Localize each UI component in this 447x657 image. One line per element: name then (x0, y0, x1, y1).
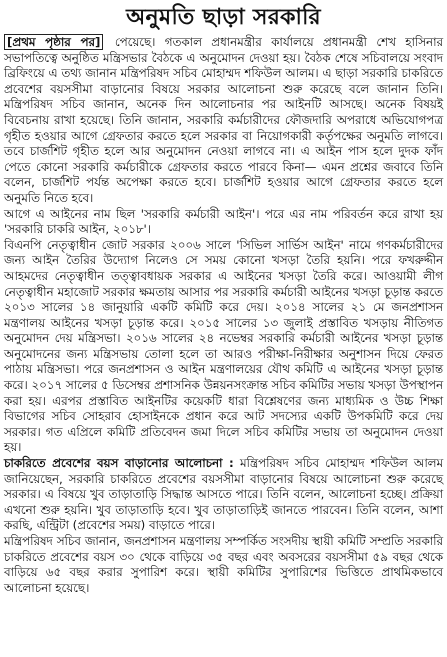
paragraph-1 (4, 35, 443, 207)
paragraph-4-text: মন্ত্রিপরিষদ সচিব মোহাম্মদ শফিউল আলম জানিয়েছেন, সরকারি চাকরিতে প্রবেশের বয়সসীমা বাড়ানোর বিষয়ে আলোচনা শুরু করেছে সরকার। এ বিষয়ে খুব তাড়াতাড়ি সিদ্ধান্ত আসতে পারে। তিনি বলেন, আলোচনা হচ্ছে। প্রক্রিয়া এখনো শুরু হয়নি। খুব তাড়াতাড়ি হবে। খুব তাড়াতাড়িই জানতে পারবেন। তিনি বলেন, আশা করছি, এন্ট্রিটা (প্রবেশের সময়) বাড়াতে পারে। (4, 456, 443, 533)
subheading: চাকরিতে প্রবেশের বয়স বাড়ানোর আলোচনা : (4, 456, 234, 471)
article-body (4, 35, 443, 596)
headline: অনুমতি ছাড়া সরকারি (126, 5, 321, 30)
paragraph-1-text: পেয়েছে। গতকাল প্রধানমন্ত্রীর কার্যালয়ে প্রধানমন্ত্রী শেখ হাসিনার সভাপতিত্বে অনুষ্ঠিত মন্ত্রিসভার বৈঠকে এ অনুমোদন দেওয়া হয়। বৈঠক শেষে সচিবালয়ে সংবাদ ব্রিফিংয়ে এ তথ্য জানান মন্ত্রিপরিষদ সচিব মোহাম্মদ শফিউল আলম। এ ছাড়া সরকারি চাকরিতে প্রবেশের বয়সসীমা বাড়ানোর বিষয়ে সরকার আলোচনা শুরু করেছে বলে জানান তিনি। মন্ত্রিপরিষদ সচিব জানান, অনেক দিন আলোচনার পর আইনটি আসছে। অনেক বিষয়ই বিবেচনায় রাখা হয়েছে। তিনি জানান, সরকারি কর্মচারীদের ফৌজদারি অপরাধে অভিযোগপত্র গৃহীত হওয়ার আগে গ্রেফতার করতে হলে সরকার বা নিয়োগকারী কর্তৃপক্ষের অনুমতি লাগবে। তবে চার্জশিট গৃহীত হলে আর অনুমোদন নেওয়া লাগবে না। এ আইন পাস হলে দুদক ফাঁদ পেতে কোনো সরকারি কর্মচারীকে গ্রেফতার করতে পারবে কিনা— এমন প্রশ্নের জবাবে তিনি বলেন, চার্জশিট পর্যন্ত অপেক্ষা করতে হবে। চার্জশিট হওয়ার আগে গ্রেফতার করতে হলে অনুমতি নিতে হবে। (4, 35, 443, 205)
continued-from-label: [প্রথম পৃষ্ঠার পর] (4, 34, 103, 50)
paragraph-5: মন্ত্রিপরিষদ সচিব জানান, জনপ্রশাসন মন্ত্রণালয় সম্পর্কিত সংসদীয় স্থায়ী কমিটি সম্প্রতি সরকারি চাকরিতে প্রবেশের বয়স ৩০ থেকে বাড়িয়ে ৩৫ বছর এবং অবসরের বয়সসীমা ৫৯ বছর থেকে বাড়িয়ে ৬৫ বছর করার সুপারিশ করে। স্থায়ী কমিটির সুপারিশের ভিত্তিতে প্রাথমিকভাবে আলোচনা হয়েছে। (4, 534, 443, 595)
paragraph-2: আগে এ আইনের নাম ছিল 'সরকারি কর্মচারী আইন'। পরে এর নাম পরিবর্তন করে রাখা হয় 'সরকারি চাকরি আইন, ২০১৮'। (4, 206, 443, 237)
paragraph-3: বিএনপি নেতৃত্বাধীন জোট সরকার ২০০৬ সালে 'সিভিল সার্ভিস আইন' নামে গণকর্মচারীদের জন্য আইন তৈরির উদ্যোগ নিলেও সে সময় কোনো খসড়া তৈরি হয়নি। পরে ফখরুদ্দীন আহমদের নেতৃত্বাধীন তত্ত্বাবধায়ক সরকার এ আইনের খসড়া তৈরি করে। আওয়ামী লীগ নেতৃত্বাধীন মহাজোট সরকার ক্ষমতায় আসার পর সরকারি কর্মচারী আইনের খসড়া চূড়ান্ত করতে ২০১৩ সালের ১৪ জানুয়ারি একটি কমিটি করে দেয়। ২০১৪ সালের ২১ মে জনপ্রশাসন মন্ত্রণালয় আইনের খসড়া চূড়ান্ত করে। ২০১৫ সালের ১৩ জুলাই প্রস্তাবিত খসড়ায় নীতিগত অনুমোদন দেয় মন্ত্রিসভা। ২০১৬ সালের ২৪ নভেম্বর সরকারি কর্মচারী আইনের খসড়া চূড়ান্ত অনুমোদনের জন্য মন্ত্রিসভায় তোলা হলে তা আরও পরীক্ষা-নিরীক্ষার অনুশাসন দিয়ে ফেরত পাঠায় মন্ত্রিসভা। পরে জনপ্রশাসন ও আইন মন্ত্রণালয়ের যৌথ কমিটি এ আইনের খসড়া চূড়ান্ত করে। ২০১৭ সালের ৫ ডিসেম্বর প্রশাসনিক উন্নয়নসংক্রান্ত সচিব কমিটির সভায় খসড়া উপস্থাপন করা হয়। এরপর প্রস্তাবিত আইনটির কয়েকটি ধারা বিশ্লেষণের জন্য মাধ্যমিক ও উচ্চ শিক্ষা বিভাগের সচিব সোহরাব হোসাইনকে প্রধান করে আট সদস্যের একটি উপকমিটি করে দেয় সরকার। গত এপ্রিলে কমিটি প্রতিবেদন জমা দিলে সচিব কমিটির সভায় তা অনুমোদন দেওয়া হয়। (4, 237, 443, 455)
paragraph-4 (4, 456, 443, 534)
